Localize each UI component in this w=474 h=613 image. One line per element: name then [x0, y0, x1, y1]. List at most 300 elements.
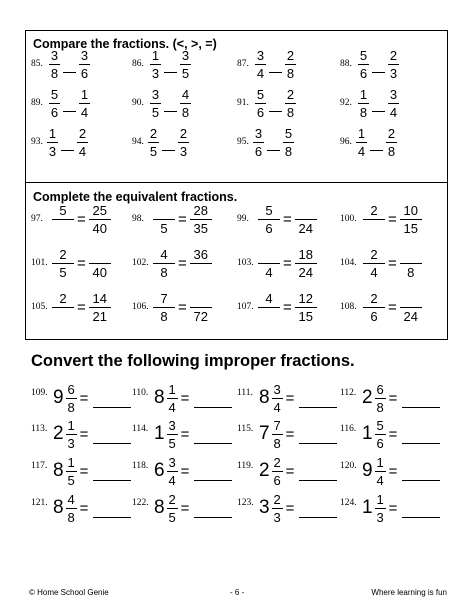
problem-number: 107. [237, 302, 254, 312]
answer-blank[interactable] [93, 517, 131, 518]
equals-sign: = [79, 389, 89, 407]
problem-number: 115. [237, 424, 254, 434]
numerator: 3 [181, 47, 190, 63]
numerator: 6 [376, 381, 384, 397]
equals-sign: = [388, 254, 397, 272]
fraction [272, 419, 283, 450]
numerator: 2 [363, 248, 385, 264]
fraction [52, 248, 74, 279]
equivalent-expression [258, 243, 317, 283]
fraction [150, 49, 161, 80]
fraction [388, 88, 399, 119]
answer-blank[interactable] [93, 407, 131, 408]
denominator: 24 [298, 264, 313, 280]
numerator: 12 [295, 292, 317, 308]
whole-number: 6 [154, 460, 165, 481]
equals-sign: = [388, 298, 397, 316]
problem-number: 95. [237, 137, 249, 147]
whole-number: 9 [362, 460, 373, 481]
problem-number: 89. [31, 98, 43, 108]
equals-sign: = [178, 254, 187, 272]
denominator: 6 [273, 472, 281, 488]
improper-problem [237, 488, 337, 528]
equals-sign: = [283, 254, 292, 272]
fraction [153, 204, 175, 235]
equivalent-problem [31, 287, 129, 327]
numerator: 3 [168, 454, 176, 470]
fraction [253, 127, 264, 158]
comparison-blank[interactable] [269, 72, 282, 73]
numerator: 3 [256, 47, 265, 63]
numerator: 2 [363, 204, 385, 220]
equals-sign: = [180, 425, 190, 443]
numerator: 5 [50, 86, 59, 102]
denominator: 3 [67, 435, 75, 451]
numerator: 1 [357, 125, 366, 141]
equivalent-expression [258, 199, 317, 239]
denominator: 8 [160, 264, 168, 280]
answer-blank[interactable] [194, 443, 232, 444]
denominator: 3 [273, 509, 281, 525]
fraction [283, 127, 294, 158]
equivalent-problem [340, 287, 438, 327]
fraction [52, 292, 74, 323]
numerator: 4 [67, 491, 75, 507]
improper-problem [31, 488, 131, 528]
improper-problem [31, 378, 131, 418]
equals-sign: = [77, 254, 86, 272]
compare-section-title: Compare the fractions. (<, >, =) [33, 37, 217, 51]
answer-blank[interactable] [402, 407, 440, 408]
denominator: 8 [160, 308, 168, 324]
mixed-number-expression [53, 378, 131, 418]
compare-problem [132, 83, 227, 123]
equals-sign: = [388, 210, 397, 228]
denominator: 6 [50, 104, 59, 120]
denominator [259, 308, 279, 323]
fraction [375, 419, 386, 450]
mixed-number-expression [259, 414, 337, 454]
mixed-number-expression [53, 488, 131, 528]
denominator: 5 [160, 220, 168, 236]
answer-blank[interactable] [402, 517, 440, 518]
fraction [255, 88, 266, 119]
improper-problem [31, 451, 131, 491]
equivalent-expression [52, 199, 111, 239]
numerator: 2 [387, 125, 396, 141]
answer-blank[interactable] [194, 407, 232, 408]
fraction [363, 204, 385, 235]
compare-problem [237, 83, 332, 123]
denominator: 3 [179, 143, 188, 159]
comparison-blank[interactable] [370, 150, 383, 151]
mixed-number-expression [154, 378, 232, 418]
denominator: 6 [254, 143, 263, 159]
whole-number: 1 [154, 423, 165, 444]
equals-sign: = [180, 389, 190, 407]
denominator: 40 [92, 220, 107, 236]
problem-number: 101. [31, 258, 48, 268]
problem-number: 109. [31, 388, 48, 398]
numerator: 6 [67, 381, 75, 397]
equivalent-expression [52, 243, 111, 283]
whole-number: 8 [259, 387, 270, 408]
comparison-blank[interactable] [372, 111, 385, 112]
denominator: 6 [359, 65, 368, 81]
fraction [272, 456, 283, 487]
answer-blank[interactable] [299, 443, 337, 444]
fraction [375, 383, 386, 414]
comparison-blank[interactable] [63, 111, 76, 112]
denominator [364, 220, 384, 235]
equivalent-expression [363, 287, 422, 327]
denominator [53, 220, 73, 235]
problem-number: 98. [132, 214, 144, 224]
numerator: 1 [80, 86, 89, 102]
numerator: 4 [153, 248, 175, 264]
problem-number: 102. [132, 258, 149, 268]
problem-number: 88. [340, 59, 352, 69]
numerator: 1 [151, 47, 160, 63]
denominator: 8 [359, 104, 368, 120]
fraction [180, 49, 191, 80]
compare-expression [47, 122, 88, 162]
denominator: 5 [168, 435, 176, 451]
improper-problem [132, 414, 232, 454]
numerator: 1 [48, 125, 57, 141]
numerator: 1 [359, 86, 368, 102]
answer-blank[interactable] [299, 407, 337, 408]
fraction [167, 383, 178, 414]
denominator: 8 [50, 65, 59, 81]
comparison-blank[interactable] [63, 72, 76, 73]
comparison-blank[interactable] [164, 111, 177, 112]
fraction [178, 127, 189, 158]
numerator: 3 [168, 417, 176, 433]
fraction [66, 383, 77, 414]
equivalent-problem [340, 243, 438, 283]
equivalent-problem [132, 287, 230, 327]
numerator: 1 [376, 454, 384, 470]
mixed-number-expression [53, 414, 131, 454]
numerator [190, 292, 212, 308]
compare-problem [132, 122, 227, 162]
denominator: 3 [376, 509, 384, 525]
problem-number: 118. [132, 461, 149, 471]
comparison-blank[interactable] [372, 72, 385, 73]
answer-blank[interactable] [299, 517, 337, 518]
fraction [358, 88, 369, 119]
problem-number: 99. [237, 214, 249, 224]
equivalent-expression [153, 287, 212, 327]
fraction [49, 88, 60, 119]
problem-number: 121. [31, 498, 48, 508]
compare-expression [253, 122, 294, 162]
equivalent-expression [153, 199, 212, 239]
compare-expression [356, 122, 397, 162]
numerator: 25 [89, 204, 111, 220]
fraction [190, 248, 212, 279]
comparison-blank[interactable] [162, 150, 175, 151]
numerator: 2 [52, 248, 74, 264]
fraction [180, 88, 191, 119]
denominator: 4 [370, 264, 378, 280]
fraction [190, 204, 212, 235]
compare-problem [340, 83, 435, 123]
whole-number: 8 [154, 497, 165, 518]
numerator [258, 248, 280, 264]
mixed-number-expression [362, 488, 440, 528]
numerator: 5 [52, 204, 74, 220]
whole-number: 8 [53, 460, 64, 481]
whole-number: 8 [154, 387, 165, 408]
problem-number: 120. [340, 461, 357, 471]
answer-blank[interactable] [194, 480, 232, 481]
fraction [167, 419, 178, 450]
denominator: 8 [67, 509, 75, 525]
denominator: 6 [256, 104, 265, 120]
numerator: 3 [50, 47, 59, 63]
numerator: 2 [389, 47, 398, 63]
answer-blank[interactable] [402, 443, 440, 444]
equals-sign: = [79, 462, 89, 480]
improper-problem [237, 451, 337, 491]
whole-number: 7 [259, 423, 270, 444]
mixed-number-expression [154, 414, 232, 454]
numerator: 2 [149, 125, 158, 141]
problem-number: 97. [31, 214, 43, 224]
numerator: 14 [89, 292, 111, 308]
denominator: 6 [376, 435, 384, 451]
answer-blank[interactable] [194, 517, 232, 518]
fraction [89, 204, 111, 235]
numerator [400, 292, 422, 308]
numerator: 5 [256, 86, 265, 102]
fraction [272, 493, 283, 524]
denominator: 4 [168, 472, 176, 488]
equals-sign: = [283, 298, 292, 316]
fraction [79, 49, 90, 80]
whole-number: 1 [362, 423, 373, 444]
problem-number: 106. [132, 302, 149, 312]
denominator: 6 [80, 65, 89, 81]
denominator: 40 [92, 264, 107, 280]
denominator: 24 [403, 308, 418, 324]
improper-problem [237, 378, 337, 418]
fraction [400, 248, 422, 279]
numerator: 3 [151, 86, 160, 102]
equivalent-problem [31, 199, 129, 239]
fraction [148, 127, 159, 158]
numerator [89, 248, 111, 264]
compare-problem [31, 122, 126, 162]
numerator: 2 [286, 47, 295, 63]
numerator: 5 [359, 47, 368, 63]
answer-blank[interactable] [93, 480, 131, 481]
problem-number: 111. [237, 388, 253, 398]
equivalent-expression [52, 287, 111, 327]
comparison-blank[interactable] [164, 72, 177, 73]
numerator: 1 [67, 417, 75, 433]
equals-sign: = [285, 499, 295, 517]
improper-problem [31, 414, 131, 454]
mixed-number-expression [53, 451, 131, 491]
fraction [89, 248, 111, 279]
fraction [47, 127, 58, 158]
numerator: 10 [400, 204, 422, 220]
numerator: 1 [67, 454, 75, 470]
compare-problem [132, 44, 227, 84]
equivalent-problem [31, 243, 129, 283]
equivalent-problem [132, 243, 230, 283]
comparison-blank[interactable] [267, 150, 280, 151]
equivalent-expression [363, 199, 422, 239]
denominator: 4 [80, 104, 89, 120]
fraction [150, 88, 161, 119]
compare-problem [237, 44, 332, 84]
numerator: 1 [168, 381, 176, 397]
numerator: 3 [273, 381, 281, 397]
fraction [400, 204, 422, 235]
equals-sign: = [388, 389, 398, 407]
problem-number: 117. [31, 461, 48, 471]
improper-problem [340, 414, 440, 454]
denominator: 15 [298, 308, 313, 324]
denominator: 21 [92, 308, 107, 324]
fraction [400, 292, 422, 323]
numerator [153, 204, 175, 220]
numerator: 2 [363, 292, 385, 308]
denominator [53, 308, 73, 323]
problem-number: 119. [237, 461, 254, 471]
equals-sign: = [79, 425, 89, 443]
mixed-number-expression [362, 414, 440, 454]
improper-problem [340, 488, 440, 528]
equals-sign: = [77, 210, 86, 228]
equals-sign: = [178, 210, 187, 228]
numerator: 2 [273, 491, 281, 507]
compare-expression [49, 83, 90, 123]
mixed-number-expression [259, 451, 337, 491]
answer-blank[interactable] [299, 480, 337, 481]
denominator: 4 [256, 65, 265, 81]
compare-expression [150, 83, 191, 123]
denominator: 8 [181, 104, 190, 120]
numerator: 2 [286, 86, 295, 102]
comparison-blank[interactable] [61, 150, 74, 151]
numerator: 18 [295, 248, 317, 264]
problem-number: 86. [132, 59, 144, 69]
compare-expression [148, 122, 189, 162]
fraction [285, 49, 296, 80]
numerator: 2 [168, 491, 176, 507]
denominator: 8 [387, 143, 396, 159]
numerator: 7 [153, 292, 175, 308]
fraction [356, 127, 367, 158]
denominator: 4 [389, 104, 398, 120]
problem-number: 100. [340, 214, 357, 224]
mixed-number-expression [259, 488, 337, 528]
comparison-blank[interactable] [269, 111, 282, 112]
equals-sign: = [388, 462, 398, 480]
fraction [295, 292, 317, 323]
denominator: 72 [193, 308, 208, 324]
numerator: 36 [190, 248, 212, 264]
improper-problem [132, 451, 232, 491]
equals-sign: = [77, 298, 86, 316]
denominator: 5 [149, 143, 158, 159]
fraction [66, 456, 77, 487]
numerator: 2 [179, 125, 188, 141]
fraction [258, 248, 280, 279]
compare-expression [49, 44, 90, 84]
whole-number: 9 [53, 387, 64, 408]
fraction [153, 292, 175, 323]
fraction [79, 88, 90, 119]
equivalent-expression [258, 287, 317, 327]
mixed-number-expression [154, 488, 232, 528]
improper-problem [340, 378, 440, 418]
denominator: 8 [376, 399, 384, 415]
fraction [375, 456, 386, 487]
denominator [191, 264, 211, 279]
denominator: 4 [376, 472, 384, 488]
denominator: 5 [168, 509, 176, 525]
compare-expression [150, 44, 191, 84]
fraction [49, 49, 60, 80]
fraction [89, 292, 111, 323]
denominator: 3 [389, 65, 398, 81]
denominator: 8 [284, 143, 293, 159]
fraction [77, 127, 88, 158]
denominator: 4 [357, 143, 366, 159]
equals-sign: = [285, 425, 295, 443]
answer-blank[interactable] [93, 443, 131, 444]
denominator: 6 [265, 220, 273, 236]
numerator [295, 204, 317, 220]
compare-expression [255, 83, 296, 123]
problem-number: 114. [132, 424, 149, 434]
mixed-number-expression [362, 451, 440, 491]
denominator: 8 [286, 65, 295, 81]
fraction [363, 248, 385, 279]
numerator: 1 [376, 491, 384, 507]
fraction [285, 88, 296, 119]
numerator: 4 [258, 292, 280, 308]
fraction [190, 292, 212, 323]
equals-sign: = [285, 462, 295, 480]
numerator: 7 [273, 417, 281, 433]
problem-number: 112. [340, 388, 357, 398]
equals-sign: = [180, 462, 190, 480]
denominator: 8 [67, 399, 75, 415]
problem-number: 90. [132, 98, 144, 108]
equivalent-section-title: Complete the equivalent fractions. [33, 190, 238, 204]
answer-blank[interactable] [402, 480, 440, 481]
equivalent-problem [237, 199, 335, 239]
problem-number: 124. [340, 498, 357, 508]
problem-number: 103. [237, 258, 254, 268]
compare-expression [255, 44, 296, 84]
numerator: 4 [181, 86, 190, 102]
fraction [167, 456, 178, 487]
equals-sign: = [180, 499, 190, 517]
compare-problem [31, 83, 126, 123]
fraction [272, 383, 283, 414]
whole-number: 2 [362, 387, 373, 408]
mixed-number-expression [154, 451, 232, 491]
numerator: 5 [284, 125, 293, 141]
